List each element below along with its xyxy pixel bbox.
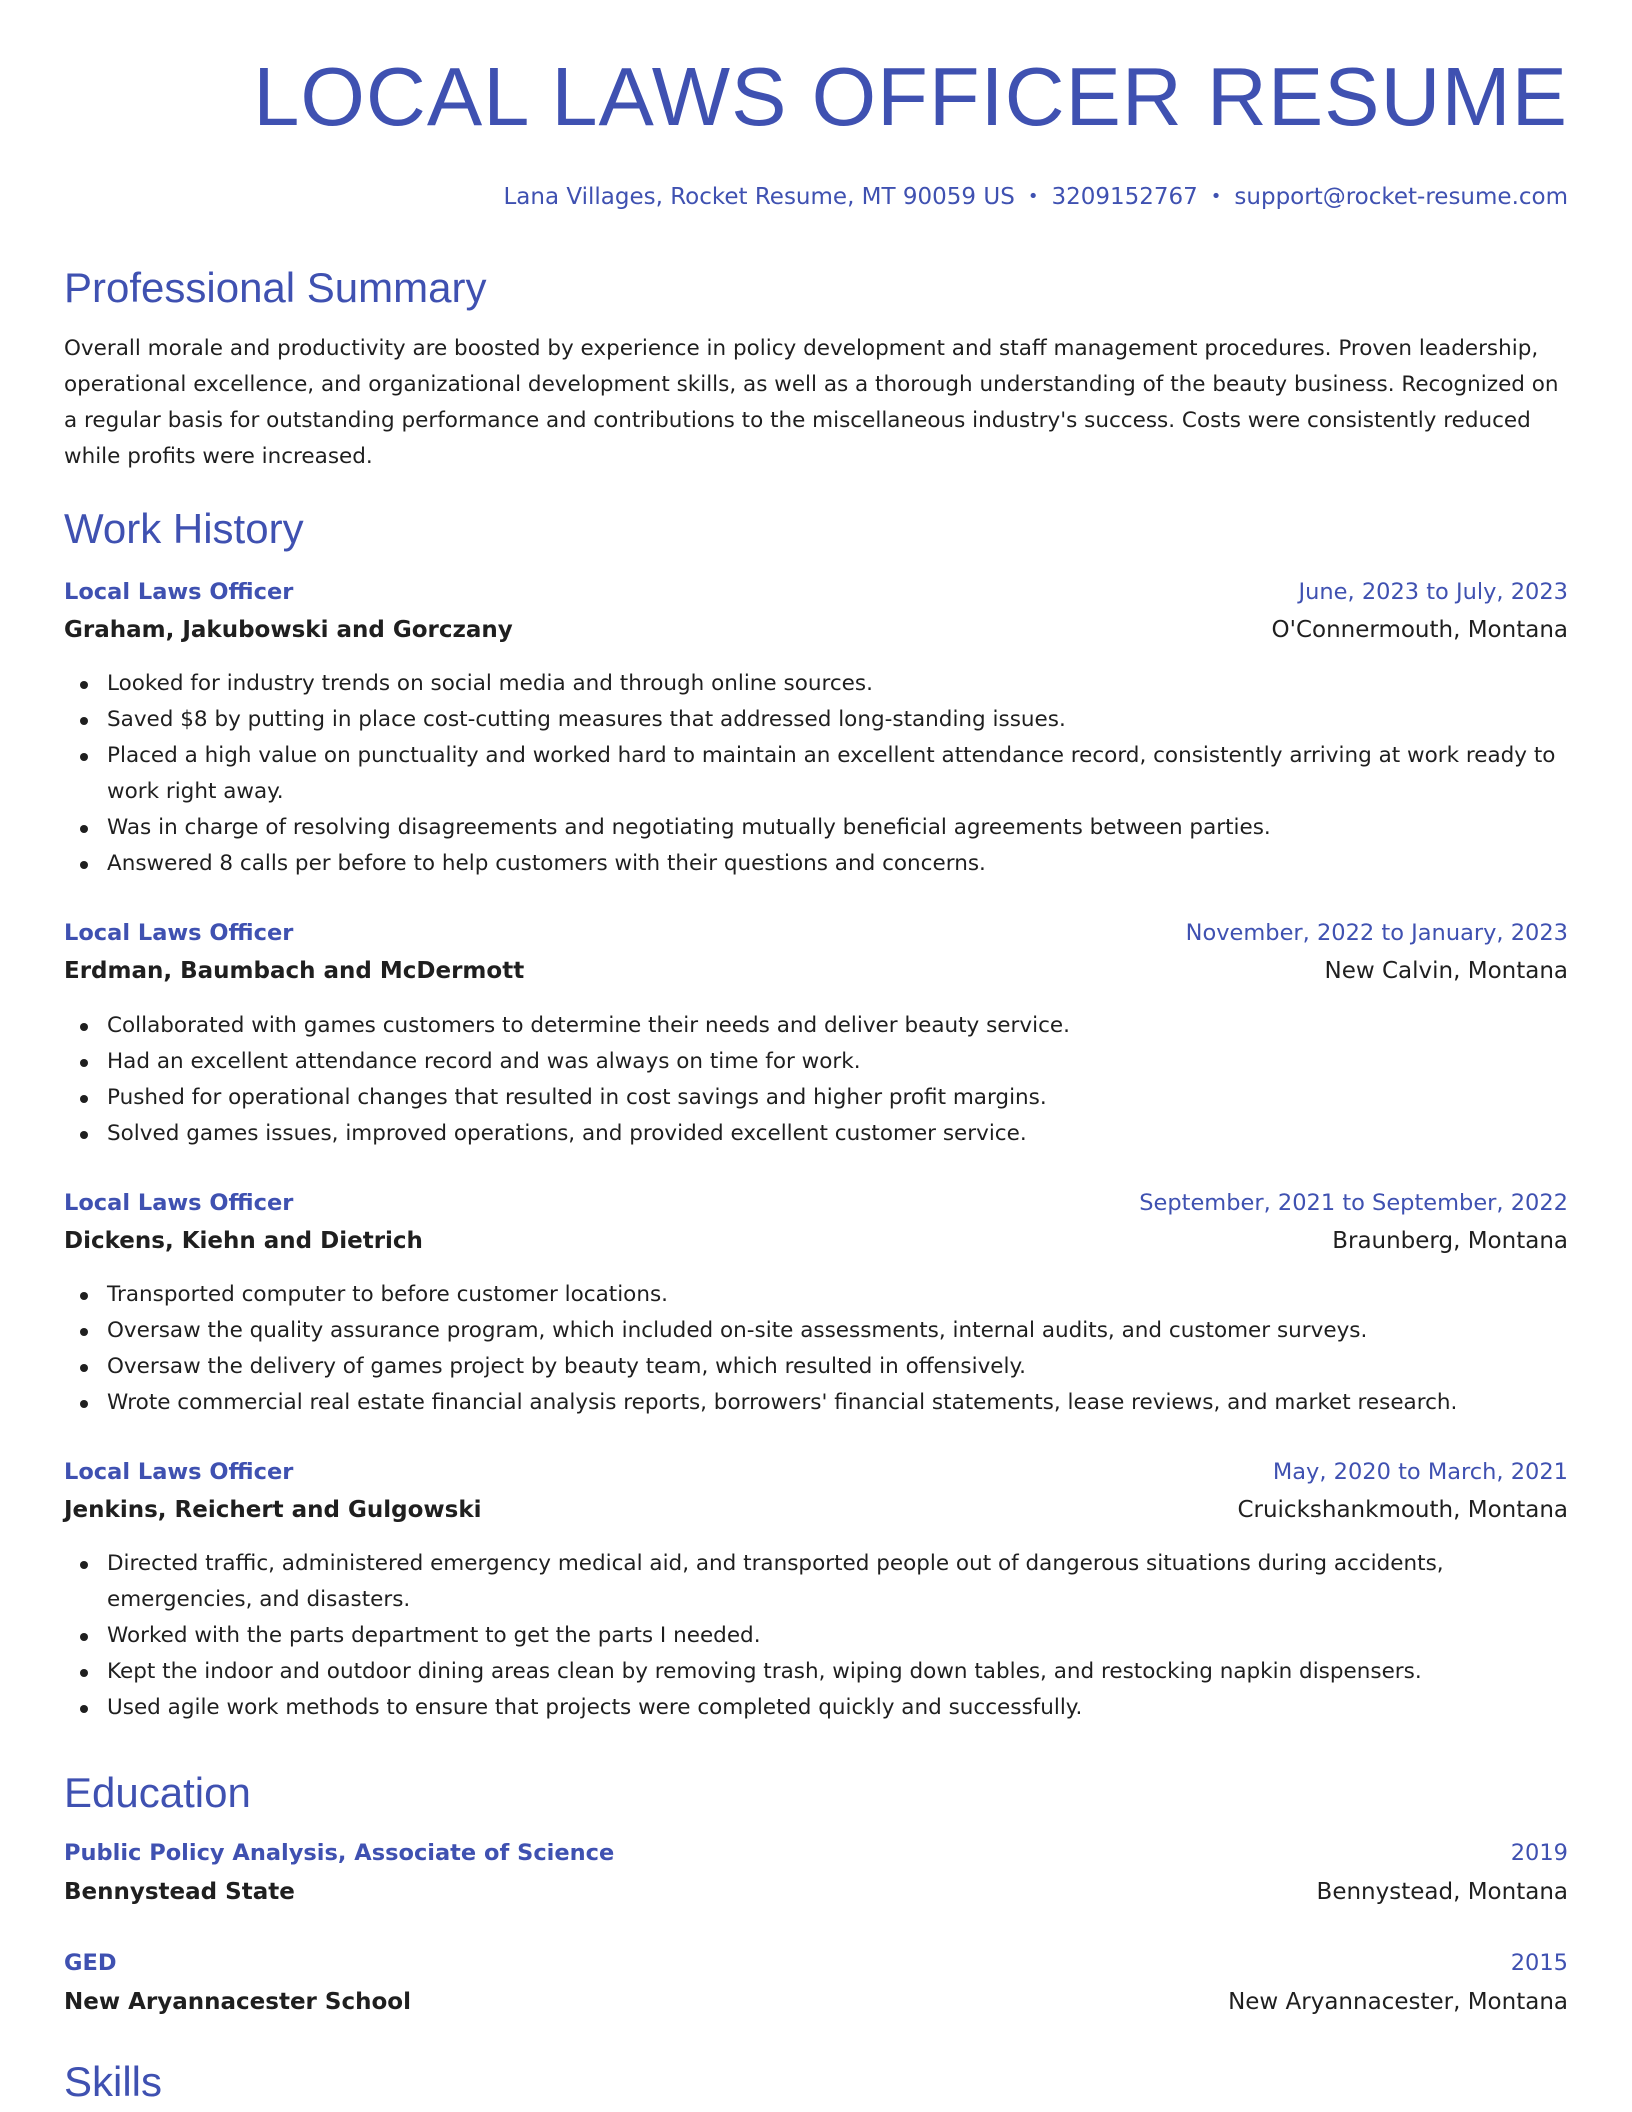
job-title: Local Laws Officer	[64, 1190, 294, 1216]
education-degree: Public Policy Analysis, Associate of Science	[64, 1840, 615, 1866]
job-bullets	[64, 1008, 1568, 1152]
job-title-row	[64, 918, 1568, 948]
education-degree: GED	[64, 1950, 117, 1976]
job-dates: November, 2022 to January, 2023	[1185, 920, 1568, 946]
contact-separator: •	[1210, 186, 1222, 207]
contact-email[interactable]: support@rocket-resume.com	[1234, 184, 1568, 210]
list-item	[64, 1690, 1568, 1726]
job-location: Braunberg, Montana	[1332, 1228, 1568, 1254]
education-school-row	[64, 1987, 1568, 2017]
job-company: Jenkins, Reichert and Gulgowski	[64, 1497, 482, 1523]
bullet-icon	[80, 717, 88, 725]
contact-line	[503, 182, 1568, 212]
job-bullets	[64, 1277, 1568, 1421]
list-item	[64, 1277, 1568, 1313]
bullet-text: Oversaw the delivery of games project by beauty team, which resulted in offensively.	[107, 1354, 1026, 1379]
bullet-text: Had an excellent attendance record and was always on time for work.	[107, 1049, 861, 1074]
summary-heading: Professional Summary	[64, 264, 487, 311]
resume-title: LOCAL LAWS OFFICER RESUME	[253, 50, 1568, 143]
job-company: Erdman, Baumbach and McDermott	[64, 958, 525, 984]
list-item	[64, 702, 1568, 738]
list-item	[64, 738, 1568, 810]
bullet-text: Wrote commercial real estate financial analysis reports, borrowers' financial statements, lease reviews, and market research.	[107, 1390, 1458, 1415]
bullet-text: Kept the indoor and outdoor dining areas clean by removing trash, wiping down tables, and restocking napkin dispensers.	[107, 1659, 1422, 1684]
education-degree-row	[64, 1838, 1568, 1868]
job-bullets	[64, 1546, 1568, 1726]
bullet-icon	[80, 1400, 88, 1408]
work-history-heading: Work History	[64, 505, 304, 552]
bullet-text: Was in charge of resolving disagreements and negotiating mutually beneficial agreements between parties.	[107, 815, 1271, 840]
contact-address: Lana Villages, Rocket Resume, MT 90059 US	[503, 184, 1015, 210]
bullet-icon	[80, 1364, 88, 1372]
bullet-text: Oversaw the quality assurance program, which included on-site assessments, internal audits, and customer surveys.	[107, 1318, 1368, 1343]
job-location: O'Connermouth, Montana	[1271, 617, 1568, 643]
contact-phone: 3209152767	[1051, 184, 1198, 210]
bullet-icon	[80, 1705, 88, 1713]
bullet-icon	[80, 1292, 88, 1300]
job-company: Graham, Jakubowski and Gorczany	[64, 617, 513, 643]
job-title-row	[64, 1457, 1568, 1487]
job-title-row	[64, 577, 1568, 607]
summary-text: Overall morale and productivity are boosted by experience in policy development and staff management procedures. Proven leadership, operational excellence, and organizational development skills, as well as a thorough understanding of the beauty business. Recognized on a regular basis for outstanding performance and contributions to the miscellaneous industry's success. Costs were consistently reduced while profits were increased.	[64, 336, 1559, 469]
job-dates: June, 2023 to July, 2023	[1298, 579, 1568, 605]
education-heading: Education	[64, 1769, 251, 1816]
education-degree-row	[64, 1948, 1568, 1978]
education-year: 2019	[1510, 1840, 1568, 1866]
list-item	[64, 810, 1568, 846]
bullet-text: Saved $8 by putting in place cost-cutting measures that addressed long-standing issues.	[107, 707, 1066, 732]
contact-separator: •	[1027, 186, 1039, 207]
bullet-icon	[80, 1059, 88, 1067]
bullet-text: Answered 8 calls per before to help customers with their questions and concerns.	[107, 851, 986, 876]
list-item	[64, 666, 1568, 702]
list-item	[64, 1116, 1568, 1152]
bullet-icon	[80, 681, 88, 689]
job-company: Dickens, Kiehn and Dietrich	[64, 1228, 423, 1254]
list-item	[64, 1385, 1568, 1421]
education-school: Bennystead State	[64, 1879, 295, 1905]
list-item	[64, 1546, 1568, 1618]
bullet-text: Directed traffic, administered emergency medical aid, and transported people out of dangerous situations during accidents, emergencies, and disasters.	[107, 1551, 1444, 1612]
bullet-text: Solved games issues, improved operations, and provided excellent customer service.	[107, 1121, 1027, 1146]
job-bullets	[64, 666, 1568, 882]
job-title: Local Laws Officer	[64, 920, 294, 946]
education-location: Bennystead, Montana	[1316, 1879, 1568, 1905]
bullet-text: Collaborated with games customers to determine their needs and deliver beauty service.	[107, 1013, 1070, 1038]
skills-heading: Skills	[64, 2058, 163, 2105]
education-school: New Aryannacester School	[64, 1989, 411, 2015]
bullet-icon	[80, 1561, 88, 1569]
list-item	[64, 1618, 1568, 1654]
bullet-icon	[80, 753, 88, 761]
list-item	[64, 846, 1568, 882]
job-company-row	[64, 1226, 1568, 1256]
education-year: 2015	[1510, 1950, 1568, 1976]
list-item	[64, 1313, 1568, 1349]
bullet-icon	[80, 1023, 88, 1031]
bullet-icon	[80, 1669, 88, 1677]
list-item	[64, 1080, 1568, 1116]
bullet-text: Pushed for operational changes that resulted in cost savings and higher profit margins.	[107, 1085, 1047, 1110]
list-item	[64, 1654, 1568, 1690]
bullet-text: Looked for industry trends on social media and through online sources.	[107, 671, 873, 696]
job-location: Cruickshankmouth, Montana	[1237, 1497, 1568, 1523]
job-dates: September, 2021 to September, 2022	[1139, 1190, 1568, 1216]
bullet-text: Worked with the parts department to get the parts I needed.	[107, 1623, 761, 1648]
bullet-icon	[80, 825, 88, 833]
bullet-text: Placed a high value on punctuality and worked hard to maintain an excellent attendance record, consistently arriving at work ready to work right away.	[107, 743, 1556, 804]
list-item	[64, 1008, 1568, 1044]
bullet-icon	[80, 1633, 88, 1641]
list-item	[64, 1349, 1568, 1385]
list-item	[64, 1044, 1568, 1080]
job-company-row	[64, 615, 1568, 645]
job-company-row	[64, 1495, 1568, 1525]
education-school-row	[64, 1877, 1568, 1907]
bullet-icon	[80, 861, 88, 869]
bullet-icon	[80, 1328, 88, 1336]
job-title-row	[64, 1188, 1568, 1218]
education-location: New Aryannacester, Montana	[1228, 1989, 1568, 2015]
bullet-icon	[80, 1095, 88, 1103]
job-title: Local Laws Officer	[64, 579, 294, 605]
bullet-icon	[80, 1131, 88, 1139]
bullet-text: Used agile work methods to ensure that projects were completed quickly and successfully.	[107, 1695, 1083, 1720]
job-location: New Calvin, Montana	[1324, 958, 1568, 984]
bullet-text: Transported computer to before customer locations.	[107, 1282, 668, 1307]
job-company-row	[64, 956, 1568, 986]
job-title: Local Laws Officer	[64, 1459, 294, 1485]
job-dates: May, 2020 to March, 2021	[1272, 1459, 1568, 1485]
